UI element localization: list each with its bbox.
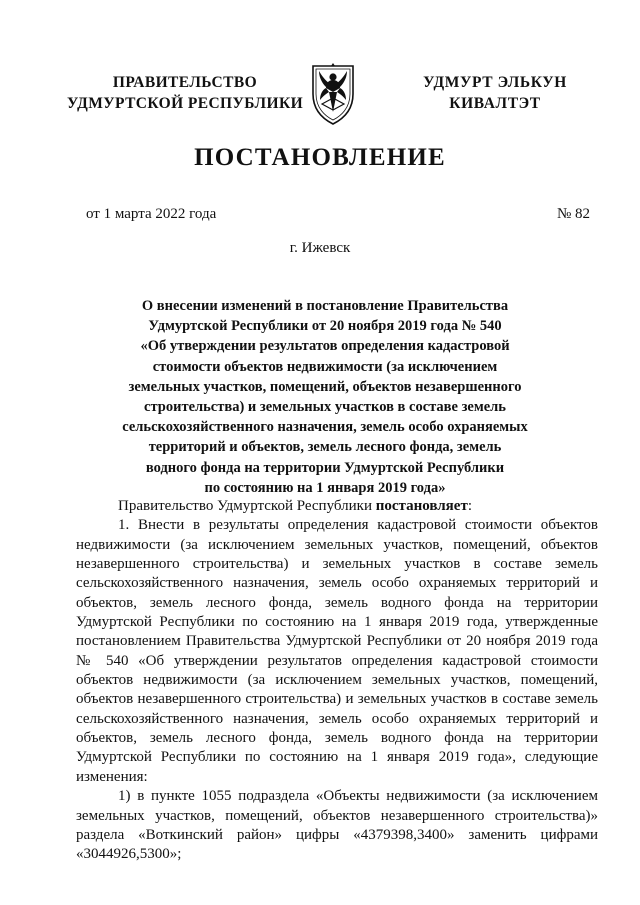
org-name-udmurt: [400, 72, 590, 114]
subject-line: сельскохозяйственного назначения, земель особо охраняемых: [122, 419, 528, 436]
resolution-lead: [76, 497, 598, 516]
body-paragraph-1: 1. Внести в результаты определения кадастровой стоимости объектов недвижимости (за исключением земельных участков, помещений, объектов незавершенного строительства) и земельных участков в составе земель сельскохозяйственного назначения, земель особо охраняемых территорий и объектов, земель лесного фонда, земель водного фонда на территории Удмуртской Республики по состоянию на 1 января 2019 года, утвержденные постановлением Правительства Удмуртской Республики от 20 ноября 2019 года № 540 «Об утверждении результатов определения кадастровой стоимости объектов недвижимости (за исключением земельных участков, помещений, объектов незавершенного строительства) и земельных участков в составе земель сельскохозяйственного назначения, земель особо охраняемых территорий и объектов, земель лесного фонда, земель водного фонда на территории Удмуртской Республики по состоянию на 1 января 2019 года», следующие изменения:: [76, 517, 598, 785]
org-name-udmurt-line: УДМУРТ ЭЛЬКУН: [423, 74, 567, 91]
document-body: [76, 497, 598, 865]
org-name-russian-line: УДМУРТСКОЙ РЕСПУБЛИКИ: [66, 95, 304, 112]
resolution-lead-verb: постановляет: [375, 498, 468, 514]
subject-line: стоимости объектов недвижимости (за исключением: [152, 358, 498, 375]
org-name-udmurt-line: КИВАЛТЭТ: [449, 95, 541, 112]
body-paragraph-2: 1) в пункте 1055 подраздела «Объекты недвижимости (за исключением земельных участков, помещений, объектов незавершенного строительства)» раздела «Воткинский район» цифры «4379398,3400» заменить цифрами «3044926,5300»;: [76, 788, 598, 863]
resolution-lead-colon: :: [467, 498, 472, 514]
subject-line: «Об утверждении результатов определения кадастровой: [140, 338, 510, 355]
resolution-lead-text: Правительство Удмуртской Республики: [118, 498, 376, 514]
subject-line: О внесении изменений в постановление Правительства: [141, 298, 509, 314]
subject-line: строительства) и земельных участков в составе земель: [144, 399, 506, 416]
subject-line: земельных участков, помещений, объектов незавершенного: [128, 378, 522, 395]
document-subject-title: [100, 296, 550, 498]
subject-line: Удмуртской Республики от 20 ноября 2019 года № 540: [148, 318, 502, 335]
org-name-russian: [60, 72, 310, 114]
org-name-russian-line: ПРАВИТЕЛЬСТВО: [112, 74, 258, 91]
document-city: г. Ижевск: [289, 240, 351, 256]
document-type-title: ПОСТАНОВЛЕНИЕ: [194, 144, 446, 171]
subject-line: водного фонда на территории Удмуртской Республики: [145, 459, 505, 476]
coat-of-arms-icon: [309, 60, 357, 126]
subject-line: по состоянию на 1 января 2019 года»: [204, 479, 446, 496]
document-date: от 1 марта 2022 года: [86, 206, 217, 222]
subject-line: территорий и объектов, земель лесного фонда, земель: [148, 439, 502, 456]
document-number: № 82: [556, 206, 590, 222]
